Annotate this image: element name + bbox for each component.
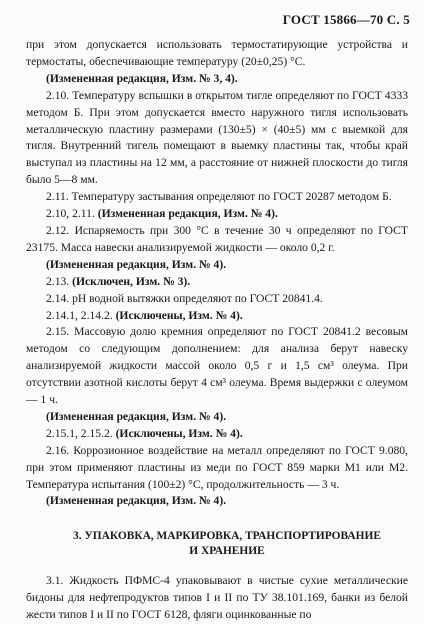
amendment-note: (Измененная редакция, Изм. № 4).: [97, 207, 278, 221]
amendment-note: (Исключены, Изм. № 4).: [115, 426, 243, 440]
section-title: [26, 529, 408, 559]
section-title-line: 3. УПАКОВКА, МАРКИРОВКА, ТРАНСПОРТИРОВАНИЕ: [73, 530, 381, 543]
paragraph-list: [26, 37, 408, 510]
paragraph: 2.14. pH водной вытяжки определяют по ГОСТ 20841.4.: [46, 291, 323, 305]
page-header: ГОСТ 15866—70 С. 5: [282, 12, 410, 27]
paragraph: 2.12. Испаряемость при 300 °С в течение 30 ч определяют по ГОСТ 23175. Масса навески анализируемой жидкости — около 0,2 г.: [26, 223, 408, 254]
paragraph-number: 2.13.: [46, 274, 73, 288]
paragraph: [26, 274, 408, 291]
paragraph: 3.1. Жидкость ПФМС-4 упаковывают в чистые сухие металлические бидоны для нефтепродуктов типов I и II по ТУ 38.101.169, банки из белой жести типов I и II по ГОСТ 6128, фляги оцинкованные по: [26, 574, 408, 622]
paragraph-number: 2.10, 2.11.: [46, 207, 98, 221]
paragraph: 2.15. Массовую долю кремния определяют по ГОСТ 20841.2 весовым методом со следующим дополнением: для анализа берут навеску анализируемой жидкости массой около 0,5 г и 1,5 см³ олеума. При отсутствии азотной кислоты берут 4 см³ олеума. Время выдержки с олеумом — 1 ч.: [26, 325, 408, 407]
paragraph-number: 2.15.1, 2.15.2.: [46, 426, 116, 440]
paragraph: 2.11. Температуру застывания определяют по ГОСТ 20287 методом Б.: [46, 190, 392, 204]
paragraph: (Измененная редакция, Изм. № 4).: [46, 257, 227, 271]
paragraph: 2.10. Температуру вспышки в открытом тигле определяют по ГОСТ 4333 методом Б. При этом допускается вместо наружного тигля использовать металлическую пластину размерами (130±5) × (40±5) мм с выемкой для тигля. Внутренний тигель помещают в выемку пластины так, чтобы край выступал из пластины на 12 мм, а расстояние от нижней плоскости до тигля было 5—8 мм.: [26, 88, 408, 187]
amendment-note: (Исключены, Изм. № 4).: [115, 308, 243, 322]
paragraph: при этом допускается использовать термостатирующие устройства и термостаты, обеспечивающие температуру (20±0,25) °С.: [26, 38, 408, 68]
paragraph: [26, 308, 408, 325]
paragraph-number: 2.14.1, 2.14.2.: [46, 308, 116, 322]
section-title-line: И ХРАНЕНИЕ: [189, 545, 265, 558]
paragraph: 2.16. Коррозионное воздействие на металл определяют по ГОСТ 9.080, при этом применяют пластины из меди по ГОСТ 859 марки М1 или М2. Температура испытания (100±2) °С, продолжительность — 3 ч.: [26, 443, 408, 491]
paragraph: [26, 206, 408, 223]
section-paragraph-list: [26, 573, 408, 624]
amendment-note: (Исключен, Изм. № 3).: [72, 274, 191, 288]
paragraph: [26, 426, 408, 443]
paragraph: (Измененная редакция, Изм. № 3, 4).: [46, 71, 238, 85]
paragraph: (Измененная редакция, Изм. № 4).: [46, 409, 227, 423]
paragraph: (Измененная редакция, Изм. № 4).: [46, 494, 227, 508]
document-body: [26, 37, 408, 624]
